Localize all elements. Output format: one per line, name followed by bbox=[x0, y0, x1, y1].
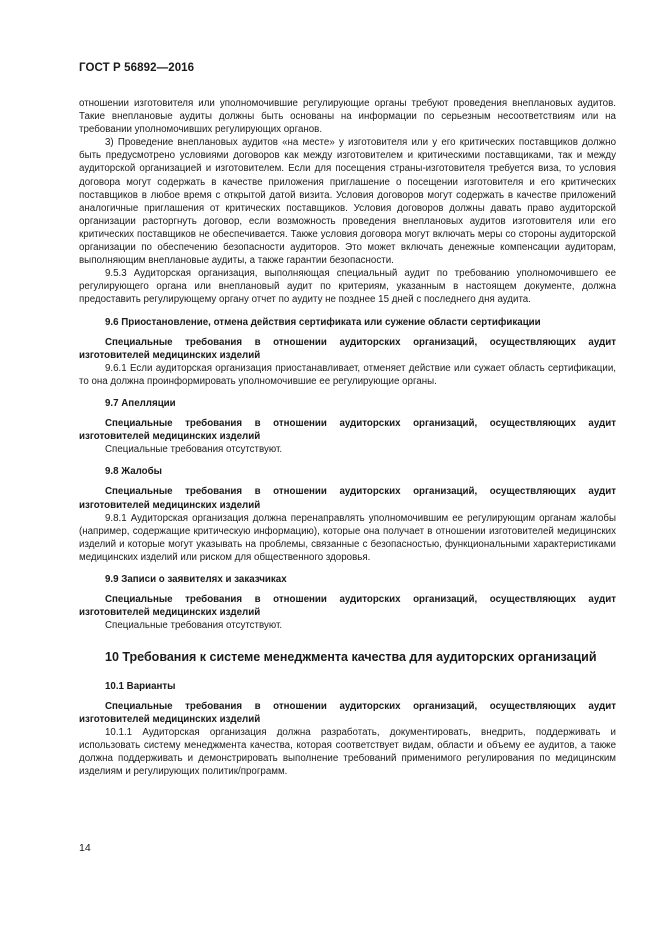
paragraph-continuation: отношении изготовителя или уполномочившие регулирующие органы требуют проведения внеплановых аудитов. Такие внеплановые аудиты должны быть основаны на информации по серьезным несоответствиям или на требовании уполномочивших регулирующих органов. bbox=[79, 98, 616, 136]
special-requirements-heading: Специальные требования в отношении аудиторских организаций, осуществляющих аудит изготовителей медицинских изделий bbox=[79, 336, 616, 361]
special-requirements-heading: Специальные требования в отношении аудиторских организаций, осуществляющих аудит изготовителей медицинских изделий bbox=[79, 700, 616, 726]
special-requirements-heading: Специальные требования в отношении аудиторских организаций, осуществляющих аудит изготовителей медицинских изделий bbox=[79, 418, 616, 443]
subsection-heading-9-9: 9.9 Записи о заявителях и заказчиках bbox=[105, 574, 287, 585]
subsection-heading-9-6: 9.6 Приостановление, отмена действия сертификата или сужение области сертификации bbox=[105, 316, 541, 328]
paragraph-9-5-3: 9.5.3 Аудиторская организация, выполняющая специальный аудит по требованию уполномочившего ее регулирующего органа или внеплановый аудит по критериям, указанным в настоящем документе, должна предоставить регулирующему органу отчет по аудиту не позднее 15 дней с последнего дня аудита. bbox=[79, 268, 616, 306]
document-code-header: ГОСТ Р 56892—2016 bbox=[79, 62, 195, 74]
subsection-heading-9-8: 9.8 Жалобы bbox=[105, 466, 162, 478]
paragraph-10-1-1: 10.1.1 Аудиторская организация должна разработать, документировать, внедрить, поддерживать и использовать систему менеджмента качества, которая соответствует видам, области и объему ее аудитов, а также должна поддерживать и демонстрировать выполнение требований применимого регулирования по медицинским изделиям и регулирующих политик/программ. bbox=[79, 727, 616, 778]
subsection-heading-10-1: 10.1 Варианты bbox=[105, 680, 176, 692]
paragraph-item-3: 3) Проведение внеплановых аудитов «на месте» у изготовителя или у его критических поставщиков должно быть предусмотрено условиями договоров как между изготовителем и критическими поставщиками, так и между аудиторской организацией и изготовителем. Если для посещения страны-изготовителя требуется виза, то условия договора могут содержать в качестве приложения приглашение о посещении изготовителя и его критических поставщиков в любое время с открытой датой визита. Условия договоров могут содержать в качестве приложений аналогичные приглашения от критических поставщиков. Условия договоров должны давать право аудиторской организации расторгнуть договор, если возможность проведения внеплановых аудитов изготовителя или его критических поставщиков не обеспечивается. Также условия договора могут включать меры со стороны аудиторской организации по обеспечению безопасности аудиторов. Это может включать денежные компенсации аудиторам, выполняющим внеплановые аудиты, а также гарантии безопасности. bbox=[79, 137, 616, 267]
paragraph-9-6-1: 9.6.1 Если аудиторская организация приостанавливает, отменяет действие или сужает область сертификации, то она должна проинформировать уполномочившие ее регулирующие органы. bbox=[79, 362, 616, 387]
paragraph-no-requirements: Специальные требования отсутствуют. bbox=[105, 620, 283, 632]
section-heading-10: 10 Требования к системе менеджмента качества для аудиторских организаций bbox=[105, 650, 597, 665]
special-requirements-heading: Специальные требования в отношении аудиторских организаций, осуществляющих аудит изготовителей медицинских изделий bbox=[79, 594, 616, 619]
document-body bbox=[79, 97, 616, 779]
page-number: 14 bbox=[79, 842, 91, 854]
paragraph-no-requirements: Специальные требования отсутствуют. bbox=[105, 444, 283, 456]
paragraph-9-8-1: 9.8.1 Аудиторская организация должна перенаправлять уполномочившим ее регулирующим органам жалобы (например, содержащие критическую информацию), которые она получает в отношении изготовителей медицинских изделий и которые могут указывать на проблемы, связанные с безопасностью, функциональными характеристиками медицинских изделий или риском для общественного здоровья. bbox=[79, 512, 616, 563]
special-requirements-heading: Специальные требования в отношении аудиторских организаций, осуществляющих аудит изготовителей медицинских изделий bbox=[79, 486, 616, 511]
subsection-heading-9-7: 9.7 Апелляции bbox=[105, 397, 176, 409]
